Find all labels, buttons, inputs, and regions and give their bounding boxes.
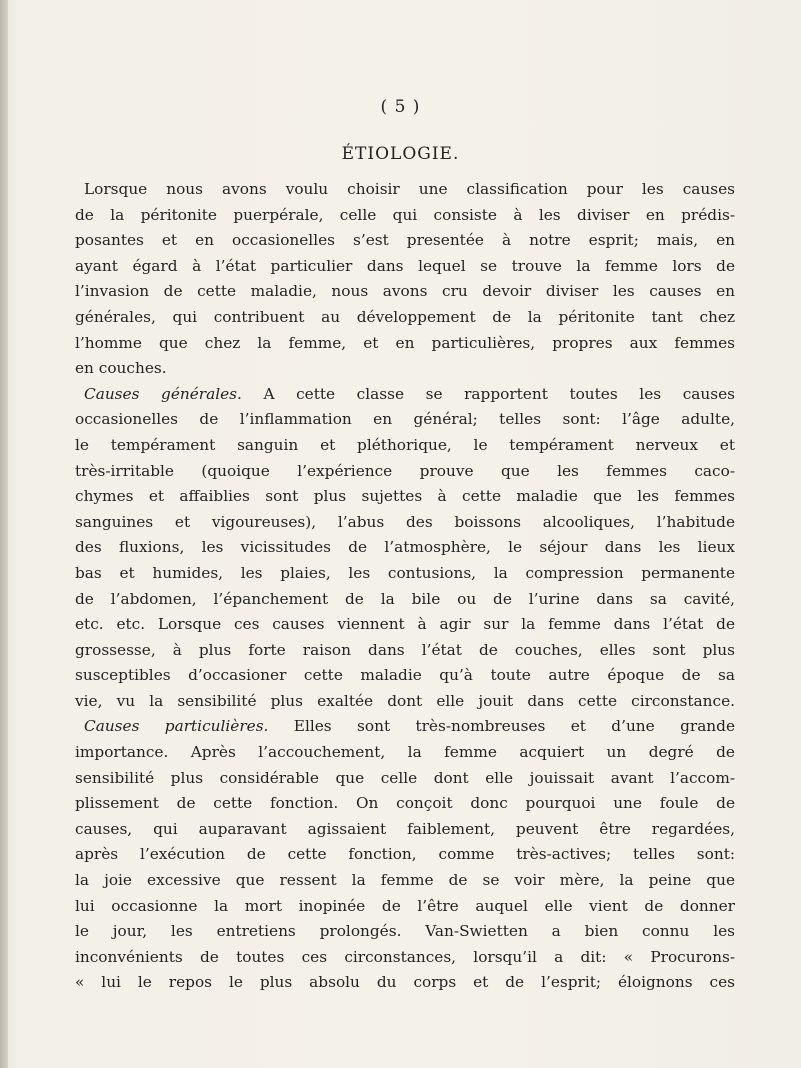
text-line: ayant égard à l’état particulier dans lequel se trouve la femme lors de	[75, 256, 735, 275]
page-number: ( 5 )	[380, 97, 421, 117]
text-line: Causes générales. A cette classe se rapportent toutes les causes	[84, 384, 735, 403]
text-line: l’invasion de cette maladie, nous avons cru devoir diviser les causes en	[75, 282, 735, 301]
text-line: le tempérament sanguin et pléthorique, le tempérament nerveux et	[75, 435, 735, 454]
text-line: plissement de cette fonction. On conçoit donc pourquoi une foule de	[75, 794, 735, 813]
text-line: posantes et en occasionelles s’est presentée à notre esprit; mais, en	[75, 231, 735, 250]
text-line: vie, vu la sensibilité plus exaltée dont elle jouit dans cette circonstance.	[75, 691, 735, 710]
text-line: Lorsque nous avons voulu choisir une classification pour les causes	[84, 180, 735, 198]
text-line: « lui le repos le plus absolu du corps et de l’esprit; éloignons ces	[75, 973, 735, 992]
text-line: sensibilité plus considérable que celle dont elle jouissait avant l’accom-	[75, 768, 735, 787]
subheading-causes-particulieres: Causes particulières.	[84, 717, 269, 736]
text-line: le jour, les entretiens prolongés. Van-Swietten a bien connu les	[75, 922, 735, 941]
text-line: des fluxions, les vicissitudes de l’atmosphère, le séjour dans les lieux	[75, 538, 735, 557]
subheading-causes-generales: Causes générales.	[84, 384, 242, 403]
text-line: de l’abdomen, l’épanchement de la bile ou de l’urine dans sa cavité,	[75, 589, 735, 608]
text-line: grossesse, à plus forte raison dans l’état de couches, elles sont plus	[75, 640, 735, 659]
text-line: susceptibles d’occasioner cette maladie qu’à toute autre époque de sa	[75, 666, 735, 685]
text-line: inconvénients de toutes ces circonstances, lorsqu’il a dit: « Procurons-	[75, 947, 735, 966]
text-line: en couches.	[75, 359, 167, 378]
text-line: importance. Après l’accouchement, la femme acquiert un degré de	[75, 743, 735, 762]
text-line: occasionelles de l’inflammation en général; telles sont: l’âge adulte,	[75, 410, 735, 429]
text-line: la joie excessive que ressent la femme de se voir mère, la peine que	[75, 871, 735, 890]
text-line: bas et humides, les plaies, les contusions, la compression permanente	[75, 563, 735, 582]
text-line: après l’exécution de cette fonction, comme très-actives; telles sont:	[75, 845, 735, 864]
text-line: sanguines et vigoureuses), l’abus des boissons alcooliques, l’habitude	[75, 512, 735, 531]
section-heading: ÉTIOLOGIE.	[341, 144, 460, 164]
body-text	[75, 177, 735, 996]
text-line: de la péritonite puerpérale, celle qui consiste à les diviser en prédis-	[75, 205, 735, 224]
text-line: chymes et affaiblies sont plus sujettes à cette maladie que les femmes	[75, 487, 735, 506]
text-line: l’homme que chez la femme, et en particulières, propres aux femmes	[75, 333, 735, 352]
text-line: très-irritable (quoique l’expérience prouve que les femmes caco-	[75, 461, 735, 480]
text-line: etc. etc. Lorsque ces causes viennent à agir sur la femme dans l’état de	[75, 615, 735, 634]
text-line: Causes particulières. Elles sont très-nombreuses et d’une grande	[84, 717, 736, 736]
text-line: lui occasionne la mort inopinée de l’être auquel elle vient de donner	[75, 896, 735, 915]
text-line: générales, qui contribuent au développement de la péritonite tant chez	[75, 307, 735, 326]
text-line: causes, qui auparavant agissaient faiblement, peuvent être regardées,	[75, 819, 735, 838]
